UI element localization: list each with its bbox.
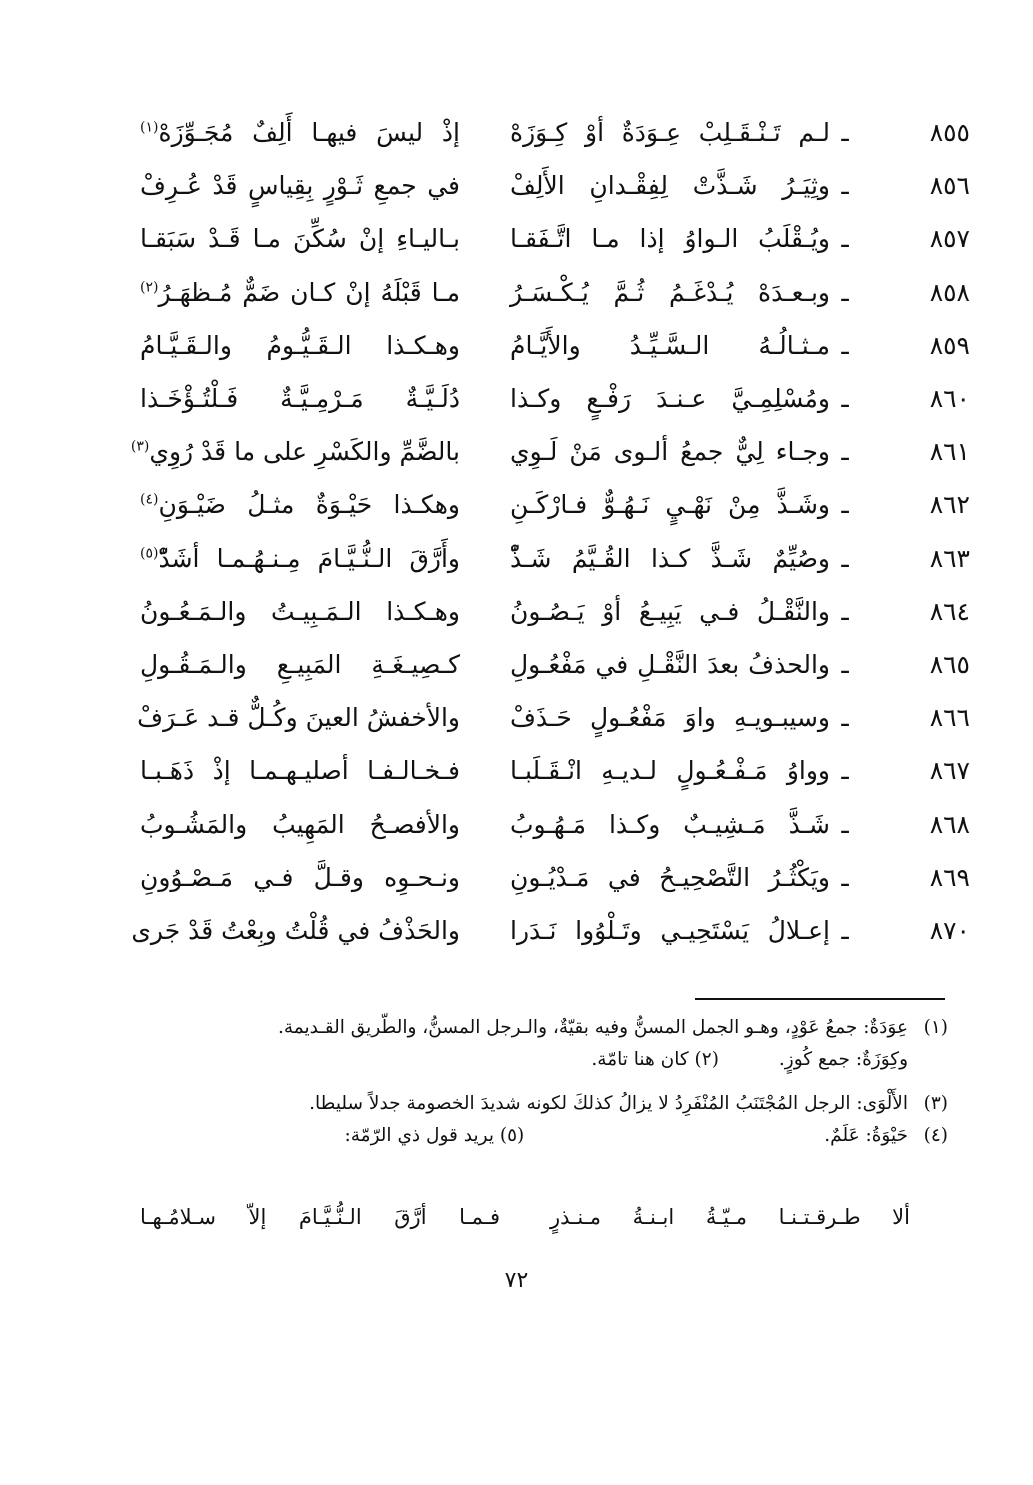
verse-row [140,744,970,797]
verse-second-hemistich-wrap [140,596,460,626]
verse-row [140,638,970,691]
verse-row [140,851,970,904]
verse-number: ٨٥٦ [929,171,970,201]
verse-second-hemistich-wrap [140,649,460,679]
footnote-5: (٥) يريد قول ذي الرّمّة: [344,1125,525,1146]
verse-dash: ـ [841,330,849,360]
verse-second-hemistich: وهكـذا حَيْـوَةٌ مثـلُ ضَيْـوَنِ [158,490,460,520]
verse-number: ٨٥٧ [929,224,970,254]
verse-row [140,159,970,212]
verse-second-hemistich: بالضَّمِّ والكَسْرِ على ما قَدْ رُوِي [149,437,460,467]
verse-first-hemistich: والحذفُ بعدَ النَّقْـلِ في مَفْعُـولِ [510,649,830,679]
verse-first-hemistich: مـثـالُـهُ الـسَّـيِّـدُ والأَيَّـامُ [510,330,830,360]
verse-dash: ـ [841,384,849,414]
verse-first-hemistich: ويُـقْلَبُ الـواوُ إذا مـا اتَّـفَقـا [510,224,830,254]
verse-row [140,266,970,319]
footnote-3 [140,1088,948,1120]
verse-first-hemistich: وشَـذَّ مِنْ نَهْـيٍ نَـهُـوٌّ فـارْكَـنِ [510,490,830,520]
verse-number: ٨٥٥ [929,118,970,148]
footnote-text: الأَلْوَى: الرجل المُجْتَنَبُ المُنْفَرِدُ لا يزالُ كذلكَ لكونه شديدَ الخصومة جدلاً سليطا. [309,1093,908,1114]
verse-second-hemistich-wrap [140,756,460,786]
verse-second-hemistich: دُلَـيَّـةٌ مَـرْمِـيَّـةٌ فَـلْتُـؤْخَـذا [140,384,460,414]
verse-number: ٨٦٠ [929,384,970,414]
verse-number: ٨٦٧ [929,756,970,786]
verse-second-hemistich-wrap [140,330,460,360]
verse-dash: ـ [841,437,849,467]
verse-row [140,478,970,531]
verse-dash: ـ [841,118,849,148]
verse-first-hemistich: والنَّقْـلُ فـي يَبِيـعُ أوْ يَـصُـونُ [510,596,830,626]
verse-row [137,691,970,744]
verse-second-hemistich: بـاليـاءِ إنْ سُكِّنَ مـا قَـدْ سَبَقـا [140,224,460,254]
verse-second-hemistich: وهـكـذا الـمَـبِيـتُ والـمَـعُـونُ [140,596,460,626]
footnote-text: وكِوَزَةٌ: جمع كُوزٍ. [778,1049,908,1070]
verse-number: ٨٦٢ [929,490,970,520]
verse-row [140,212,970,265]
verse-second-hemistich: مـا قَبْلَهُ إنْ كـان ضَمٌّ مُـظهَـرُ [158,277,460,307]
verse-number: ٨٥٩ [929,330,970,360]
verse-first-hemistich: لـم تَـنْـقَـلِبْ عِـوَدَةٌ أوْ كِـوَزَهْ [510,118,830,148]
verse-number: ٨٥٨ [929,277,970,307]
verse-second-hemistich-wrap [140,862,460,892]
verse-gap [500,1205,550,1229]
verse-second-hemistich: والأفصـحُ المَهِيبُ والمَشُـوبُ [140,809,460,839]
footnote-marker: (١) [140,119,159,136]
verse-first-hemistich: وثِيَـرُ شَـذَّتْ لِفِقْـدانِ الأَلِفْ [510,171,830,201]
verse-dash: ـ [841,596,849,626]
quoted-verse-ajuz: فـمـا أرَّقَ الـنُّـيَّـامَ إلاّ سـلامُـهـا [140,1205,500,1229]
verse-first-hemistich: وواوُ مَـفْـعُـولٍ لـديـهِ انْـقَـلَبـا [510,756,830,786]
verse-second-hemistich-wrap [140,277,460,307]
verse-first-hemistich: ومُسْلِمِـيَّ عـنـدَ رَفْـعٍ وكـذا [510,384,830,414]
footnote-text: عِوَدَةٌ: جمعُ عَوْدٍ، وهـو الجمل المسنُّ وفيه بقيّةٌ، والـرجل المسنُّ، والطّريق القـديمة. [277,1017,908,1038]
verse-first-hemistich: وجـاء لِيٌّ جمعُ ألـوى مَنْ لَـوِي [510,437,830,467]
footnote-2: (٢) كان هنا تامّة. [591,1049,719,1070]
verse-second-hemistich-wrap [140,809,460,839]
verse-second-hemistich-wrap [140,118,460,148]
verse-row [140,585,970,638]
verse-dash: ـ [841,543,849,573]
verse-dash: ـ [841,703,849,733]
verse-number: ٨٦٦ [929,703,970,733]
verse-number: ٨٦٩ [929,862,970,892]
verse-number: ٨٧٠ [929,915,970,945]
verse-second-hemistich: في جمعِ ثَـوْرٍ بِقِياسٍ قَدْ عُـرِفْ [140,171,460,201]
verse-second-hemistich: ونـحـوِه وقـلَّ فـي مَـصْـوُونِ [140,862,460,892]
verse-second-hemistich: وأَرَّقَ الـنُّـيَّـامَ مِـنـهُـمـا أشَدّْ [158,543,460,573]
verse-row [131,904,970,957]
verse-dash: ـ [841,862,849,892]
verse-number: ٨٦٨ [929,809,970,839]
verse-first-hemistich: وسيبـويـهِ واوَ مَفْعُـولٍ حَـذَفْ [510,703,830,733]
quoted-verse-sadr: ألا طـرقـتـنـا مـيّـةُ ابـنـةُ مـنـذرٍ [550,1205,910,1229]
verse-second-hemistich: وهـكـذا الـقَـيُّـومُ والـقَـيَّـامُ [140,330,460,360]
footnote-marker: (٣) [130,438,150,455]
verse-dash: ـ [841,490,849,520]
verse-second-hemistich: فـخـالـفـا أصليـهـمـا إذْ ذَهَـبـا [140,756,460,786]
verse-second-hemistich-wrap [140,171,460,201]
verse-row [140,532,970,585]
footnote-1 [140,1012,948,1044]
verse-dash: ـ [841,756,849,786]
verse-number: ٨٦٣ [929,543,970,573]
verse-number: ٨٦١ [929,437,970,467]
verse-second-hemistich: إذْ ليسَ فيهـا أَلِفٌ مُجَـوِّزَهْ [158,118,460,148]
verse-row [140,372,970,425]
verse-first-hemistich: إعـلالُ يَسْتَحِيـي وتَـلْوُوا نَـدَرا [510,915,830,945]
footnote-marker: (٤) [140,492,159,509]
verse-dash: ـ [841,171,849,201]
verse-list [130,106,970,957]
footnote-1-continued [140,1044,948,1076]
verse-second-hemistich-wrap [131,915,460,945]
verse-second-hemistich: والحَذْفُ في قُلْتُ وبِعْتُ قَدْ جَرى [131,915,460,945]
verse-row [140,106,970,159]
footnote-spacer [140,1076,948,1088]
verse-dash: ـ [841,649,849,679]
footnote-text: حَيْوَةُ: عَلَمٌ. [824,1125,908,1146]
footnote-marker: (٢) [140,279,159,296]
verse-number: ٨٦٥ [929,649,970,679]
verse-first-hemistich: ويَكْثُـرُ التَّصْحِيـحُ في مَـدْيُـونِ [510,862,830,892]
verse-first-hemistich: وصُيِّمٌ شَـذَّ كـذا القُـيَّمُ شَـذّْ [510,543,830,573]
verse-second-hemistich-wrap [140,490,460,520]
verse-second-hemistich-wrap [137,703,460,733]
verse-row [140,319,970,372]
verse-first-hemistich: وبـعـدَهْ يُـدْغَـمُ ثُـمَّ يُـكْـسَـرُ [510,277,830,307]
verse-row [140,797,970,850]
verse-second-hemistich-wrap [140,224,460,254]
verse-row [130,425,970,478]
footnotes [140,1012,948,1152]
footnote-marker: (٥) [140,545,159,562]
footnote-number: (١) [923,1017,948,1038]
verse-dash: ـ [841,915,849,945]
verse-number: ٨٦٤ [929,596,970,626]
verse-second-hemistich-wrap [140,543,460,573]
quoted-verse [140,1205,910,1229]
footnote-number: (٤) [923,1125,948,1146]
footnote-separator [695,998,945,1000]
verse-second-hemistich-wrap [130,437,460,467]
verse-second-hemistich: كـصِيـغَـةِ المَبِيـعِ والـمَـقُـولِ [140,649,460,679]
verse-dash: ـ [841,277,849,307]
verse-second-hemistich: والأخفشُ العينَ وكُـلٌّ قـد عَـرَفْ [137,703,460,733]
verse-dash: ـ [841,809,849,839]
verse-first-hemistich: شَـذَّ مَـشِيـبٌ وكـذا مَـهُـوبُ [510,809,830,839]
footnote-number: (٣) [923,1093,948,1114]
verse-dash: ـ [841,224,849,254]
page-number: ٧٢ [504,1268,529,1293]
footnote-4-5 [140,1120,948,1152]
verse-second-hemistich-wrap [140,384,460,414]
